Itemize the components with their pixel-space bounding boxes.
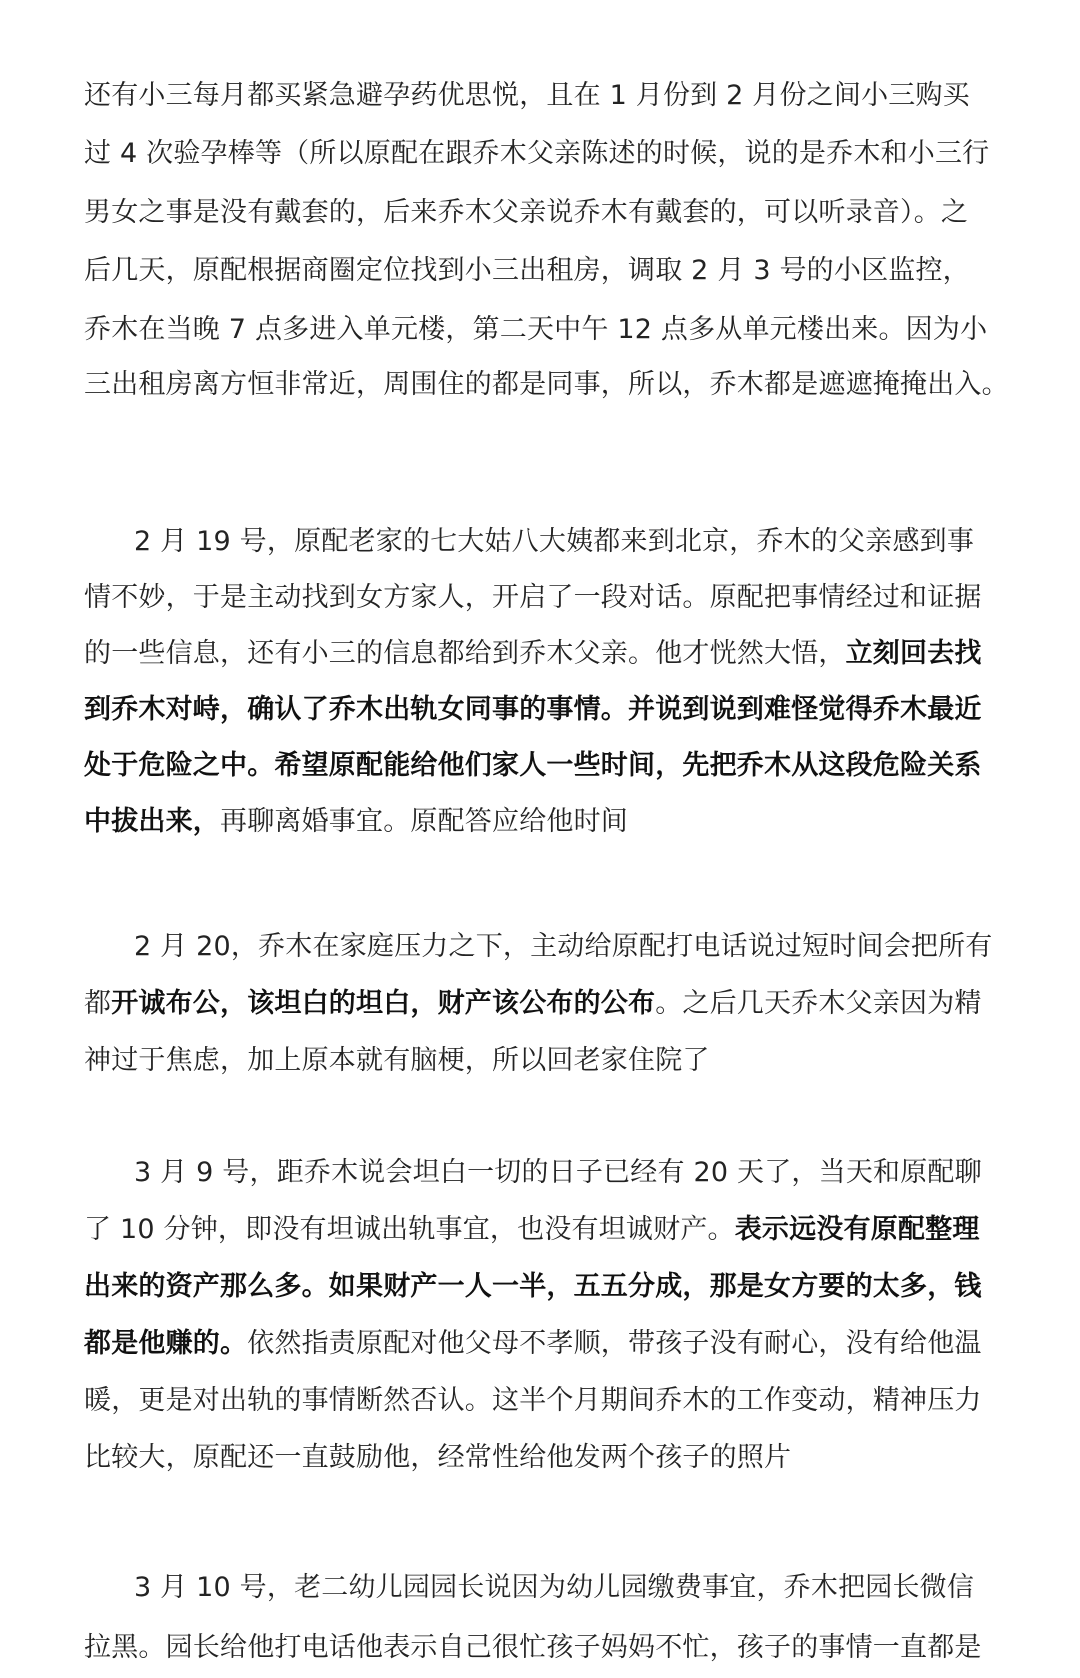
text-run: 了 10 分钟，即没有坦诚出轨事宜，也没有坦诚财产。 [84,1214,735,1245]
paragraph-5 [84,1558,1014,1678]
text-line [84,1258,1014,1315]
text-run: 乔木在当晚 7 点多进入单元楼，第二天中午 12 点多从单元楼出来。因为小 [84,314,988,345]
text-line [84,626,1014,682]
text-run: 情不妙，于是主动找到女方家人，开启了一段对话。原配把事情经过和证据 [84,582,982,613]
bold-text-run: 出来的资产那么多。如果财产一人一半，五五分成，那是女方要的太多，钱 [84,1271,982,1302]
text-line [84,68,1014,123]
bold-text-run: 处于危险之中。希望原配能给他们家人一些时间，先把乔木从这段危险关系 [84,750,982,781]
text-line [84,123,1014,185]
text-run: 暖，更是对出轨的事情断然否认。这半个月期间乔木的工作变动，精神压力 [84,1385,982,1416]
text-line [84,1315,1014,1372]
bold-text-run: 开诚布公，该坦白的坦白，财产该公布的公布 [111,988,656,1019]
text-run: 神过于焦虑，加上原本就有脑梗，所以回老家住院了 [84,1045,710,1076]
bold-text-run: 都是他赚的。 [84,1328,248,1359]
text-run: 2 月 20，乔木在家庭压力之下，主动给原配打电话说过短时间会把所有 [134,931,993,962]
text-run: 后几天，原配根据商圈定位找到小三出租房，调取 2 月 3 号的小区监控， [84,255,970,286]
text-line [84,185,1014,240]
paragraph-1 [84,68,1014,412]
text-line [84,682,1014,738]
text-line [84,975,1014,1032]
text-run: 过 4 次验孕棒等（所以原配在跟乔木父亲陈述的时候，说的是乔木和小三行 [84,138,990,169]
text-line [84,738,1014,794]
text-line [84,1372,1014,1429]
text-run: 三出租房离方恒非常近，周围住的都是同事，所以，乔木都是遮遮掩掩出入。 [84,369,1009,400]
text-line [84,794,1014,850]
bold-text-run: 表示远没有原配整理 [734,1214,980,1245]
text-run: 比较大，原配还一直鼓励他，经常性给他发两个孩子的照片 [84,1442,792,1473]
text-line [84,1618,1014,1678]
text-run: 拉黑。园长给他打电话他表示自己很忙孩子妈妈不忙，孩子的事情一直都是 [84,1632,982,1663]
text-run: 再聊离婚事宜。原配答应给他时间 [220,806,628,837]
text-line [84,1558,1014,1618]
text-line [84,918,1014,975]
text-run: 男女之事是没有戴套的，后来乔木父亲说乔木有戴套的，可以听录音）。之 [84,197,969,228]
paragraph-3 [84,918,1014,1089]
text-run: 的一些信息，还有小三的信息都给到乔木父亲。他才恍然大悟， [84,638,846,669]
text-line [84,302,1014,357]
text-run: 3 月 10 号，老二幼儿园园长说因为幼儿园缴费事宜，乔木把园长微信 [134,1572,975,1603]
text-run: 3 月 9 号，距乔木说会坦白一切的日子已经有 20 天了，当天和原配聊 [134,1157,982,1188]
text-run: 都 [84,988,112,1019]
bold-text-run: 立刻回去找 [845,638,982,669]
text-line [84,1201,1014,1258]
text-line [84,570,1014,626]
bold-text-run: 中拔出来， [84,806,220,837]
text-line [84,1429,1014,1486]
text-line [84,514,1014,570]
bold-text-run: 到乔木对峙，确认了乔木出轨女同事的事情。并说到说到难怪觉得乔木最近 [84,694,982,725]
text-run: 。之后几天乔木父亲因为精 [655,988,982,1019]
text-run: 2 月 19 号，原配老家的七大姑八大姨都来到北京，乔木的父亲感到事 [134,526,975,557]
text-line [84,240,1014,302]
text-line [84,1144,1014,1201]
text-line [84,357,1014,412]
paragraph-2 [84,514,1014,850]
paragraph-4 [84,1144,1014,1486]
text-line [84,1032,1014,1089]
text-run: 依然指责原配对他父母不孝顺，带孩子没有耐心，没有给他温 [247,1328,982,1359]
text-run: 还有小三每月都买紧急避孕药优思悦，且在 1 月份到 2 月份之间小三购买 [84,80,970,111]
